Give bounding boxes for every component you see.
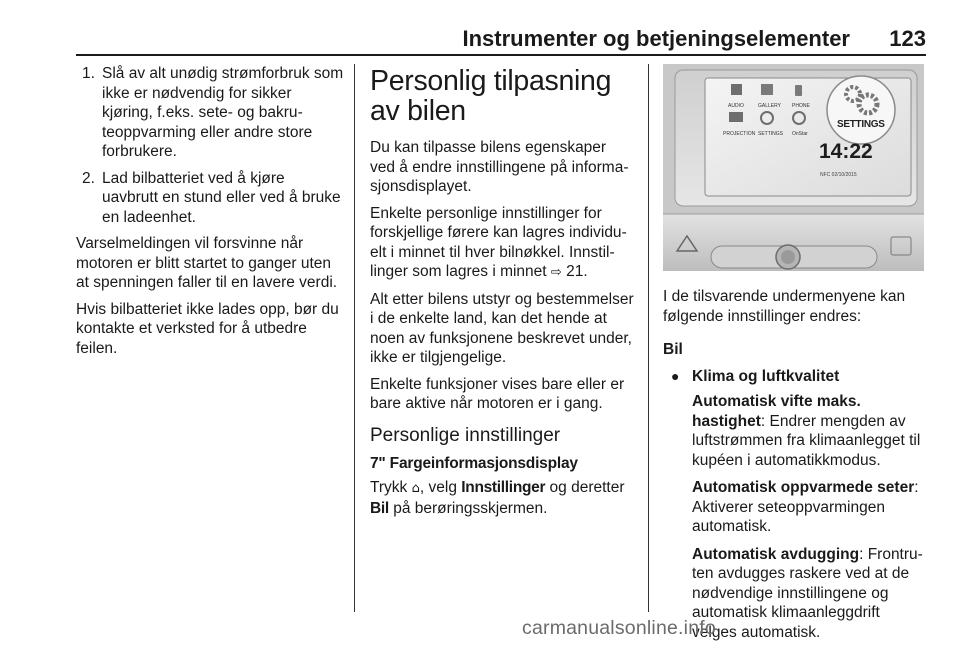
bullet-title: Klima og luftkvalitet	[692, 367, 840, 385]
menu-term-settings: Innstillinger	[461, 479, 546, 496]
settings-callout-label: SETTINGS	[837, 119, 885, 130]
setting-label: Automatisk avdugging	[692, 545, 860, 563]
setting-desc: : Endrer mengden av luftstrømmen fra klimaanlegget til kupéen i automatikkmodus.	[692, 412, 921, 469]
instruction-paragraph	[370, 478, 635, 518]
paragraph: Du kan tilpasse bilens egenskaper ved å endre innstillingene på informasjonsdisplayet.	[370, 139, 629, 195]
instruction-text: og deretter	[549, 479, 625, 496]
app-label-settings: SETTINGS	[758, 131, 784, 137]
column-3	[663, 64, 925, 650]
display-heading: 7" Fargeinformasjonsdisplay	[370, 454, 578, 472]
setting-item	[692, 545, 925, 643]
setting-label: Automatisk oppvarmede seter	[692, 479, 915, 496]
section-heading: Personlig tilpasning av bilen	[370, 65, 612, 127]
home-icon: ⌂	[411, 481, 420, 496]
instruction-text: Trykk	[370, 479, 408, 496]
app-label-gallery: GALLERY	[758, 103, 781, 109]
list-item	[76, 169, 344, 228]
paragraph: Hvis bilbatteriet ikke lades opp, bør du kontakte et verksted for å utbedre feilen.	[76, 300, 339, 357]
category-label: Bil	[663, 341, 683, 358]
setting-item	[692, 392, 925, 470]
bullet-icon: ●	[671, 367, 680, 384]
dashboard-photo	[663, 64, 924, 271]
paragraph: Enkelte funksjoner vises bare eller er bare aktive når motoren er i gang.	[370, 375, 625, 412]
paragraph-text: Enkelte personlige innstillinger for forskjellige førere kan lagres individuelt i minnet til hver bilnøkkel. Innstillinger som lagres i minnet	[370, 204, 627, 280]
page-reference-icon: ⇨	[550, 265, 562, 280]
setting-label: Automatisk vifte maks. hastighet	[692, 393, 861, 430]
paragraph	[370, 204, 635, 283]
app-label-onstar: OnStar	[792, 131, 808, 137]
setting-desc: : Frontruten avdugges raskere ved at de nødvendige innstillingene og automatisk klimaanleggdrift velges automatisk.	[692, 545, 923, 641]
paragraph: Alt etter bilens utstyr og bestemmelser i de enkelte land, kan det hende at noen av funksjonene beskrevet under, ikke er tilgjengelige.	[370, 290, 634, 366]
setting-desc: : Aktiverer seteoppvarmingen automatisk.	[692, 479, 919, 535]
clock-display: 14:22	[819, 140, 873, 163]
column-divider-1	[354, 64, 355, 612]
list-number: 1.	[82, 65, 95, 82]
instruction-text: på berøringsskjermen.	[393, 499, 548, 517]
subheading: Personlige innstillinger	[370, 424, 561, 446]
page-number: 123	[889, 26, 926, 51]
list-text: Lad bilbatteriet ved å kjøre uavbrutt en stund eller ved å bruke en ladeenhet.	[102, 169, 341, 226]
page-header	[0, 0, 960, 58]
column-1	[76, 64, 344, 365]
app-label-projection: PROJECTION	[723, 131, 756, 137]
watermark: carmanualsonline.info	[522, 617, 716, 639]
intro-paragraph: I de tilsvarende undermenyene kan følgende innstillinger endres:	[663, 288, 906, 325]
list-text: Slå av alt unødig strømforbruk som ikke er nødvendig for sikker kjøring, f.eks. sete- og bakruteoppvarming eller andre store forbrukere.	[102, 65, 344, 160]
bullet-item	[663, 367, 925, 387]
dashboard-illustration	[663, 64, 924, 271]
column-2	[370, 64, 635, 525]
app-label-phone: PHONE	[792, 103, 810, 109]
paragraph: Varselmeldingen vil forsvinne når motoren er blitt startet to ganger uten at spenningen faller til en lavere verdi.	[76, 235, 338, 291]
header-rule	[76, 54, 926, 56]
settings-list	[663, 392, 925, 642]
page-reference[interactable]: 21.	[566, 263, 588, 280]
list-item	[76, 64, 344, 162]
app-label-audio: AUDIO	[728, 103, 744, 109]
instruction-text: , velg	[419, 479, 457, 496]
clock-subtext: NFC 02/10/2015	[820, 172, 857, 178]
setting-item	[692, 478, 925, 537]
list-number: 2.	[82, 169, 95, 187]
menu-term-bil: Bil	[370, 499, 389, 517]
header-title: Instrumenter og betjeningselementer	[462, 26, 850, 51]
column-divider-2	[648, 64, 649, 612]
